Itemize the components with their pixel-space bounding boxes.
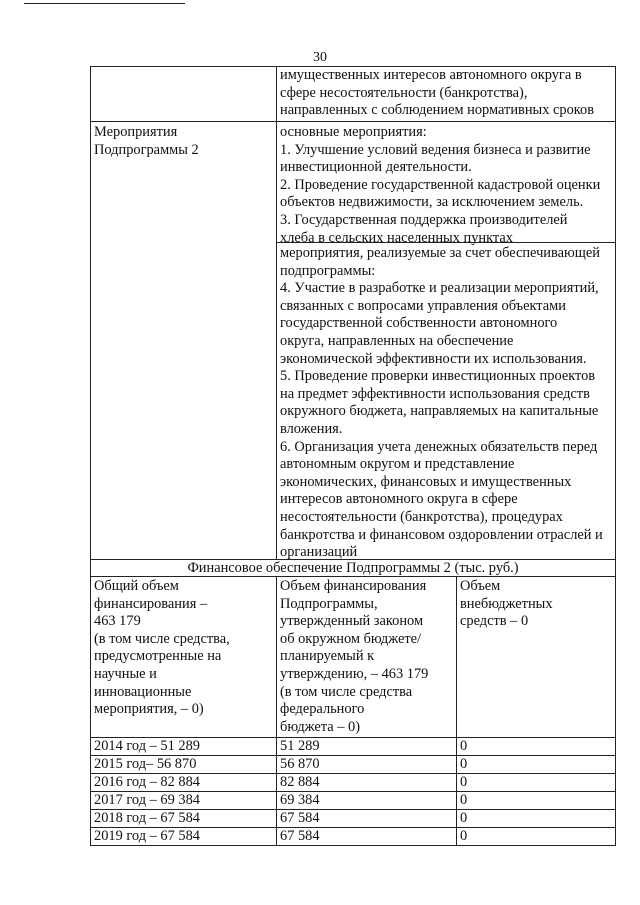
year-cell: 2014 год – 51 289 [94,738,200,754]
budget-cell: 51 289 [280,738,320,754]
year-cell: 2016 год – 82 884 [94,774,200,790]
header-rule [24,3,185,4]
budget-cell: 56 870 [280,756,320,772]
extra-cell: 0 [460,792,468,808]
measures-label: Мероприятия Подпрограммы 2 [94,124,199,158]
budget-funding: Объем финансирования Подпрограммы, утвержденный законом об окружном бюджете/ планируемый к утверждению, – 463 179 (в том числе средства федерального бюджета – 0) [280,578,429,735]
extra-cell: 0 [460,756,468,772]
results-continuation: имущественных интересов автономного округа в сфере несостоятельности (банкротства), направленных с соблюдением нормативных сроков [280,67,595,119]
budget-cell: 67 584 [280,810,320,826]
page-number: 30 [313,50,327,65]
year-cell: 2017 год – 69 384 [94,792,200,808]
finance-title: Финансовое обеспечение Подпрограммы 2 (тыс. руб.) [187,560,519,576]
extra-cell: 0 [460,774,468,790]
passport-table [90,66,616,846]
extrabudgetary-funding: Объем внебюджетных средств – 0 [460,578,553,630]
year-cell: 2019 год – 67 584 [94,828,200,844]
total-funding: Общий объем финансирования – 463 179 (в том числе средства, предусмотренные на научные и инновационные мероприятия, – 0) [94,578,230,718]
extra-cell: 0 [460,828,468,844]
budget-cell: 69 384 [280,792,320,808]
year-cell: 2018 год – 67 584 [94,810,200,826]
budget-cell: 82 884 [280,774,320,790]
extra-cell: 0 [460,738,468,754]
supporting-measures: мероприятия, реализуемые за счет обеспечивающей подпрограммы: 4. Участие в разработке и реализации мероприятий, связанных с вопросами управления объектами государственной собственности автономного округа, направленных на обеспечение экономической эффективности их использования. 5. Проведение проверки инвестиционных проектов на предмет эффективности использования средств окружного бюджета, направляемых на капитальные вложения. 6. Организация учета денежных обязательств перед автономным округом и представление экономических, финансовых и имущественных интересов автономного округа в сфере несостоятельности (банкротства), процедурах банкротства и финансовом оздоровлении отраслей и организаций [280,245,603,561]
budget-cell: 67 584 [280,828,320,844]
main-measures: основные мероприятия: 1. Улучшение условий ведения бизнеса и развитие инвестиционной деятельности. 2. Проведение государственной кадастровой оценки объектов недвижимости, за исключением земель. 3. Государственная поддержка производителей хлеба в сельских населенных пунктах [280,124,601,246]
year-cell: 2015 год– 56 870 [94,756,197,772]
extra-cell: 0 [460,810,468,826]
